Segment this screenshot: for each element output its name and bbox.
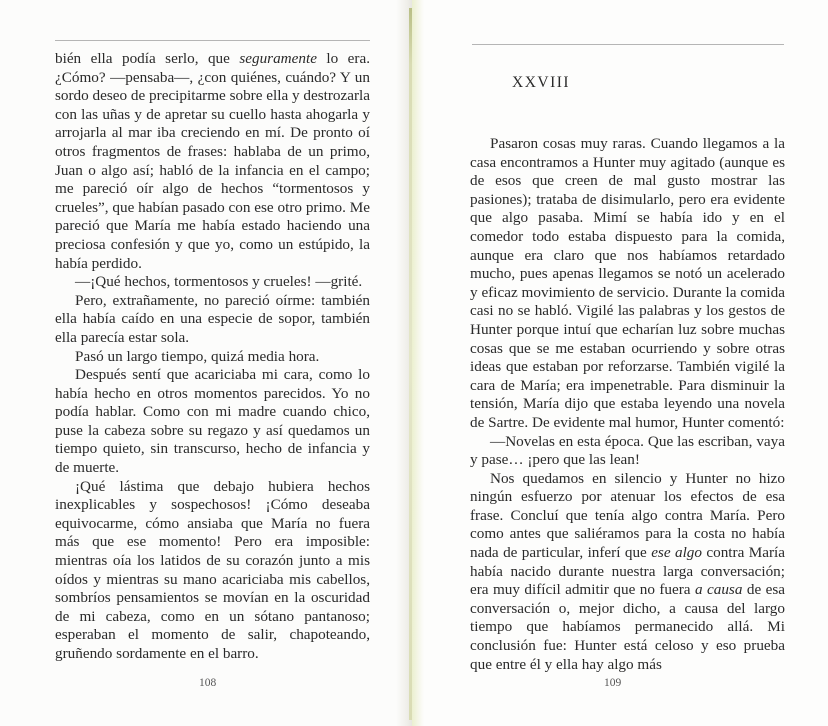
header-rule	[472, 44, 784, 45]
paragraph: Nos quedamos en silencio y Hunter no hizo ningún esfuerzo por atenuar los efectos de esa frase. Concluí que tenía algo contra María. Pero como antes que saliéramos para la costa no había nada de particular, inferí que ese algo contra María había nacido durante nuestra larga conversación; era muy difícil admitir que no fuera a causa de esa conversación o, mejor dicho, a causa del largo tiempo que habíamos permanecido allá. Mi conclusión fue: Hunter está celoso y eso prueba que entre él y ella hay algo más	[470, 469, 785, 673]
page-number: 109	[604, 677, 622, 689]
paragraph: Pasó un largo tiempo, quizá media hora.	[75, 347, 320, 365]
emphasis: ese algo	[651, 544, 702, 562]
paragraph: Pasaron cosas muy raras. Cuando llegamos a la casa encontramos a Hunter muy agitado (aunque es de esos que creen de mal gusto mostrar las pasiones); trataba de disimularlo, pero era evidente que algo pasaba. Mimí se había ido y en el comedor todo estaba dispuesto para la comida, aunque era claro que nos habíamos retardado mucho, pues apenas llegamos se notó un acelerado y eficaz movimiento de servicio. Durante la comida casi no se habló. Vigilé las palabras y los gestos de Hunter porque intuí que echarían luz sobre muchas cosas que se me estaban ocurriendo y sobre otras ideas que estaban por reforzarse. También vigilé la cara de María; era impenetrable. Para disminuir la tensión, María dijo que estaba leyendo una novela de Sartre. De evidente mal humor, Hunter comentó:	[470, 135, 785, 431]
paragraph: —Novelas en esta época. Que las escriban, vaya y pase… ¡pero que las lean!	[470, 432, 785, 469]
paragraph: ¡Qué lástima que debajo hubiera hechos inexplicables y sospechosos! ¡Cómo deseaba equivocarme, cómo ansiaba que María no fuera más que ese momento! Pero era imposible: mientras oía los latidos de su corazón junto a mis oídos y mientras su mano acariciaba mis cabellos, sombríos pensamientos se movían en la oscuridad de mi cabeza, como en un sótano pantanoso; esperaban el momento de salir, chapoteando, gruñendo sordamente en el barro.	[55, 477, 370, 662]
left-page	[0, 0, 412, 726]
paragraph: Pero, extrañamente, no pareció oírme: también ella había caído en una especie de sopor, también ella parecía estar sola.	[55, 291, 370, 346]
paragraph: bién ella podía serlo, que seguramente lo era. ¿Cómo? —pensaba—, ¿con quiénes, cuándo? Y un sordo deseo de precipitarme sobre ella y destrozarla con las uñas y de apretar su cuello hasta ahogarla y arrojarla al mar iba creciendo en mí. De pronto oí otros fragmentos de frases: hablaba de un primo, Juan o algo así; habló de la infancia en el campo; me pareció oír algo de hechos “tormentosos y crueles”, que habían pasado con ese otro primo. Me pareció que María me había estado haciendo una preciosa confesión y que yo, como un estúpido, la había perdido.	[55, 50, 371, 272]
page-number: 108	[199, 677, 217, 689]
chapter-title: XXVIII	[512, 74, 571, 91]
paragraph: —¡Qué hechos, tormentosos y crueles! —grité.	[75, 273, 363, 291]
right-page	[412, 0, 828, 726]
header-rule	[55, 40, 370, 41]
emphasis: a causa	[694, 581, 743, 599]
paragraph: Después sentí que acariciaba mi cara, como lo había hecho en otros momentos parecidos. Yo no podía hablar. Como con mi madre cuando chico, puse la cabeza sobre su regazo y así quedamos un tiempo quieto, sin transcurso, hecho de infancia y de muerte.	[55, 366, 370, 477]
gutter-shadow	[412, 0, 424, 726]
spine-fold	[409, 8, 412, 720]
left-page-text	[55, 50, 370, 664]
right-page-text	[470, 135, 785, 674]
emphasis: seguramente	[239, 50, 317, 67]
